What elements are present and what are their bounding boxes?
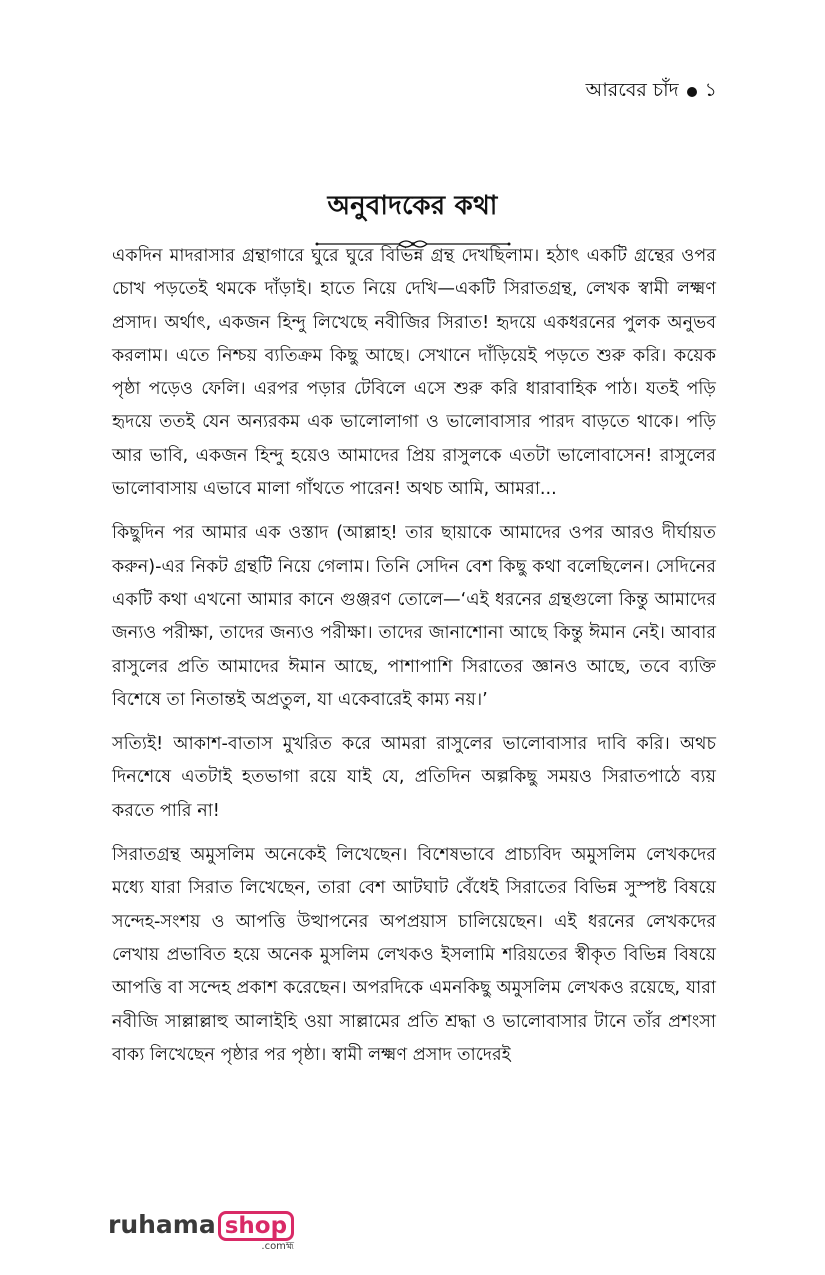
running-header [586,76,717,108]
logo-brand: ruhama [108,1210,216,1239]
running-title: আরবের চাঁদ [585,79,679,101]
logo-brand-highlight: shop [218,1211,294,1241]
paragraph-2: কিছুদিন পর আমার এক ওস্তাদ (আল্লাহ! তার ছায়াকে আমাদের ওপর আরও দীর্ঘায়ত করুন)-এর নিকট গ্রন্থটি নিয়ে গেলাম। তিনি সেদিন বেশ কিছু কথা বলেছিলেন। সেদিনের একটি কথা এখনো আমার কানে গুঞ্জরণ তোলে—‘এই ধরনের গ্রন্থগুলো কিন্তু আমাদের জন্যও পরীক্ষা, তাদের জন্যও পরীক্ষা। তাদের জানাশোনা আছে কিন্তু ঈমান নেই। আবার রাসুলের প্রতি আমাদের ঈমান আছে, পাশাপাশি সিরাতের জ্ঞানও আছে, তবে ব্যক্তি বিশেষে তা নিতান্তই অপ্রতুল, যা একেবারেই কাম্য নয়।’ [112,523,716,710]
watermark-logo [108,1209,295,1252]
logo-domain: .comহ্ম [261,1241,295,1252]
bullet-icon [687,87,697,97]
logo-shop-box [218,1209,295,1252]
page-number: ১ [704,79,717,101]
body-text [112,240,716,1083]
paragraph-4: সিরাতগ্রন্থ অমুসলিম অনেকেই লিখেছেন। বিশেষভাবে প্রাচ্যবিদ অমুসলিম লেখকদের মধ্যে যারা সিরাত লিখেছেন, তারা বেশ আটঘাট বেঁধেই সিরাতের বিভিন্ন সুস্পষ্ট বিষয়ে সন্দেহ-সংশয় ও আপত্তি উত্থাপনের অপপ্রয়াস চালিয়েছেন। এই ধরনের লেখকদের লেখায় প্রভাবিত হয়ে অনেক মুসলিম লেখকও ইসলামি শরিয়তের স্বীকৃত বিভিন্ন বিষয়ে আপত্তি বা সন্দেহ প্রকাশ করেছেন। অপরদিকে এমনকিছু অমুসলিম লেখকও রয়েছে, যারা নবীজি সাল্লাল্লাহু আলাইহি ওয়া সাল্লামের প্রতি শ্রদ্ধা ও ভালোবাসার টানে তাঁর প্রশংসা বাক্য লিখেছেন পৃষ্ঠার পর পৃষ্ঠা। স্বামী লক্ষ্মণ প্রসাদ তাদেরই [112,845,716,1065]
section-title: অনুবাদকের কথা [327,191,498,221]
paragraph-1: একদিন মাদরাসার গ্রন্থাগারে ঘুরে ঘুরে বিভিন্ন গ্রন্থ দেখছিলাম। হঠাৎ একটি গ্রন্থের ওপর চোখ পড়তেই থমকে দাঁড়াই। হাতে নিয়ে দেখি—একটি সিরাতগ্রন্থ, লেখক স্বামী লক্ষ্মণ প্রসাদ। অর্থাৎ, একজন হিন্দু লিখেছে নবীজির সিরাত! হৃদয়ে একধরনের পুলক অনুভব করলাম। এতে নিশ্চয় ব্যতিক্রম কিছু আছে। সেখানে দাঁড়িয়েই পড়তে শুরু করি। কয়েক পৃষ্ঠা পড়েও ফেলি। এরপর পড়ার টেবিলে এসে শুরু করি ধারাবাহিক পাঠ। যতই পড়ি হৃদয়ে ততই যেন অন্যরকম এক ভালোলাগা ও ভালোবাসার পারদ বাড়তে থাকে। পড়ি আর ভাবি, একজন হিন্দু হয়েও আমাদের প্রিয় রাসুলকে এতটা ভালোবাসেন! রাসুলের ভালোবাসায় এভাবে মালা গাঁথতে পারেন! অথচ আমি, আমরা... [112,246,716,500]
paragraph-3: সত্যিই! আকাশ-বাতাস মুখরিত করে আমরা রাসুলের ভালোবাসার দাবি করি। অথচ দিনশেষে এতটাই হতভাগা রয়ে যাই যে, প্রতিদিন অল্পকিছু সময়ও সিরাতপাঠে ব্যয় করতে পারি না! [112,734,716,821]
